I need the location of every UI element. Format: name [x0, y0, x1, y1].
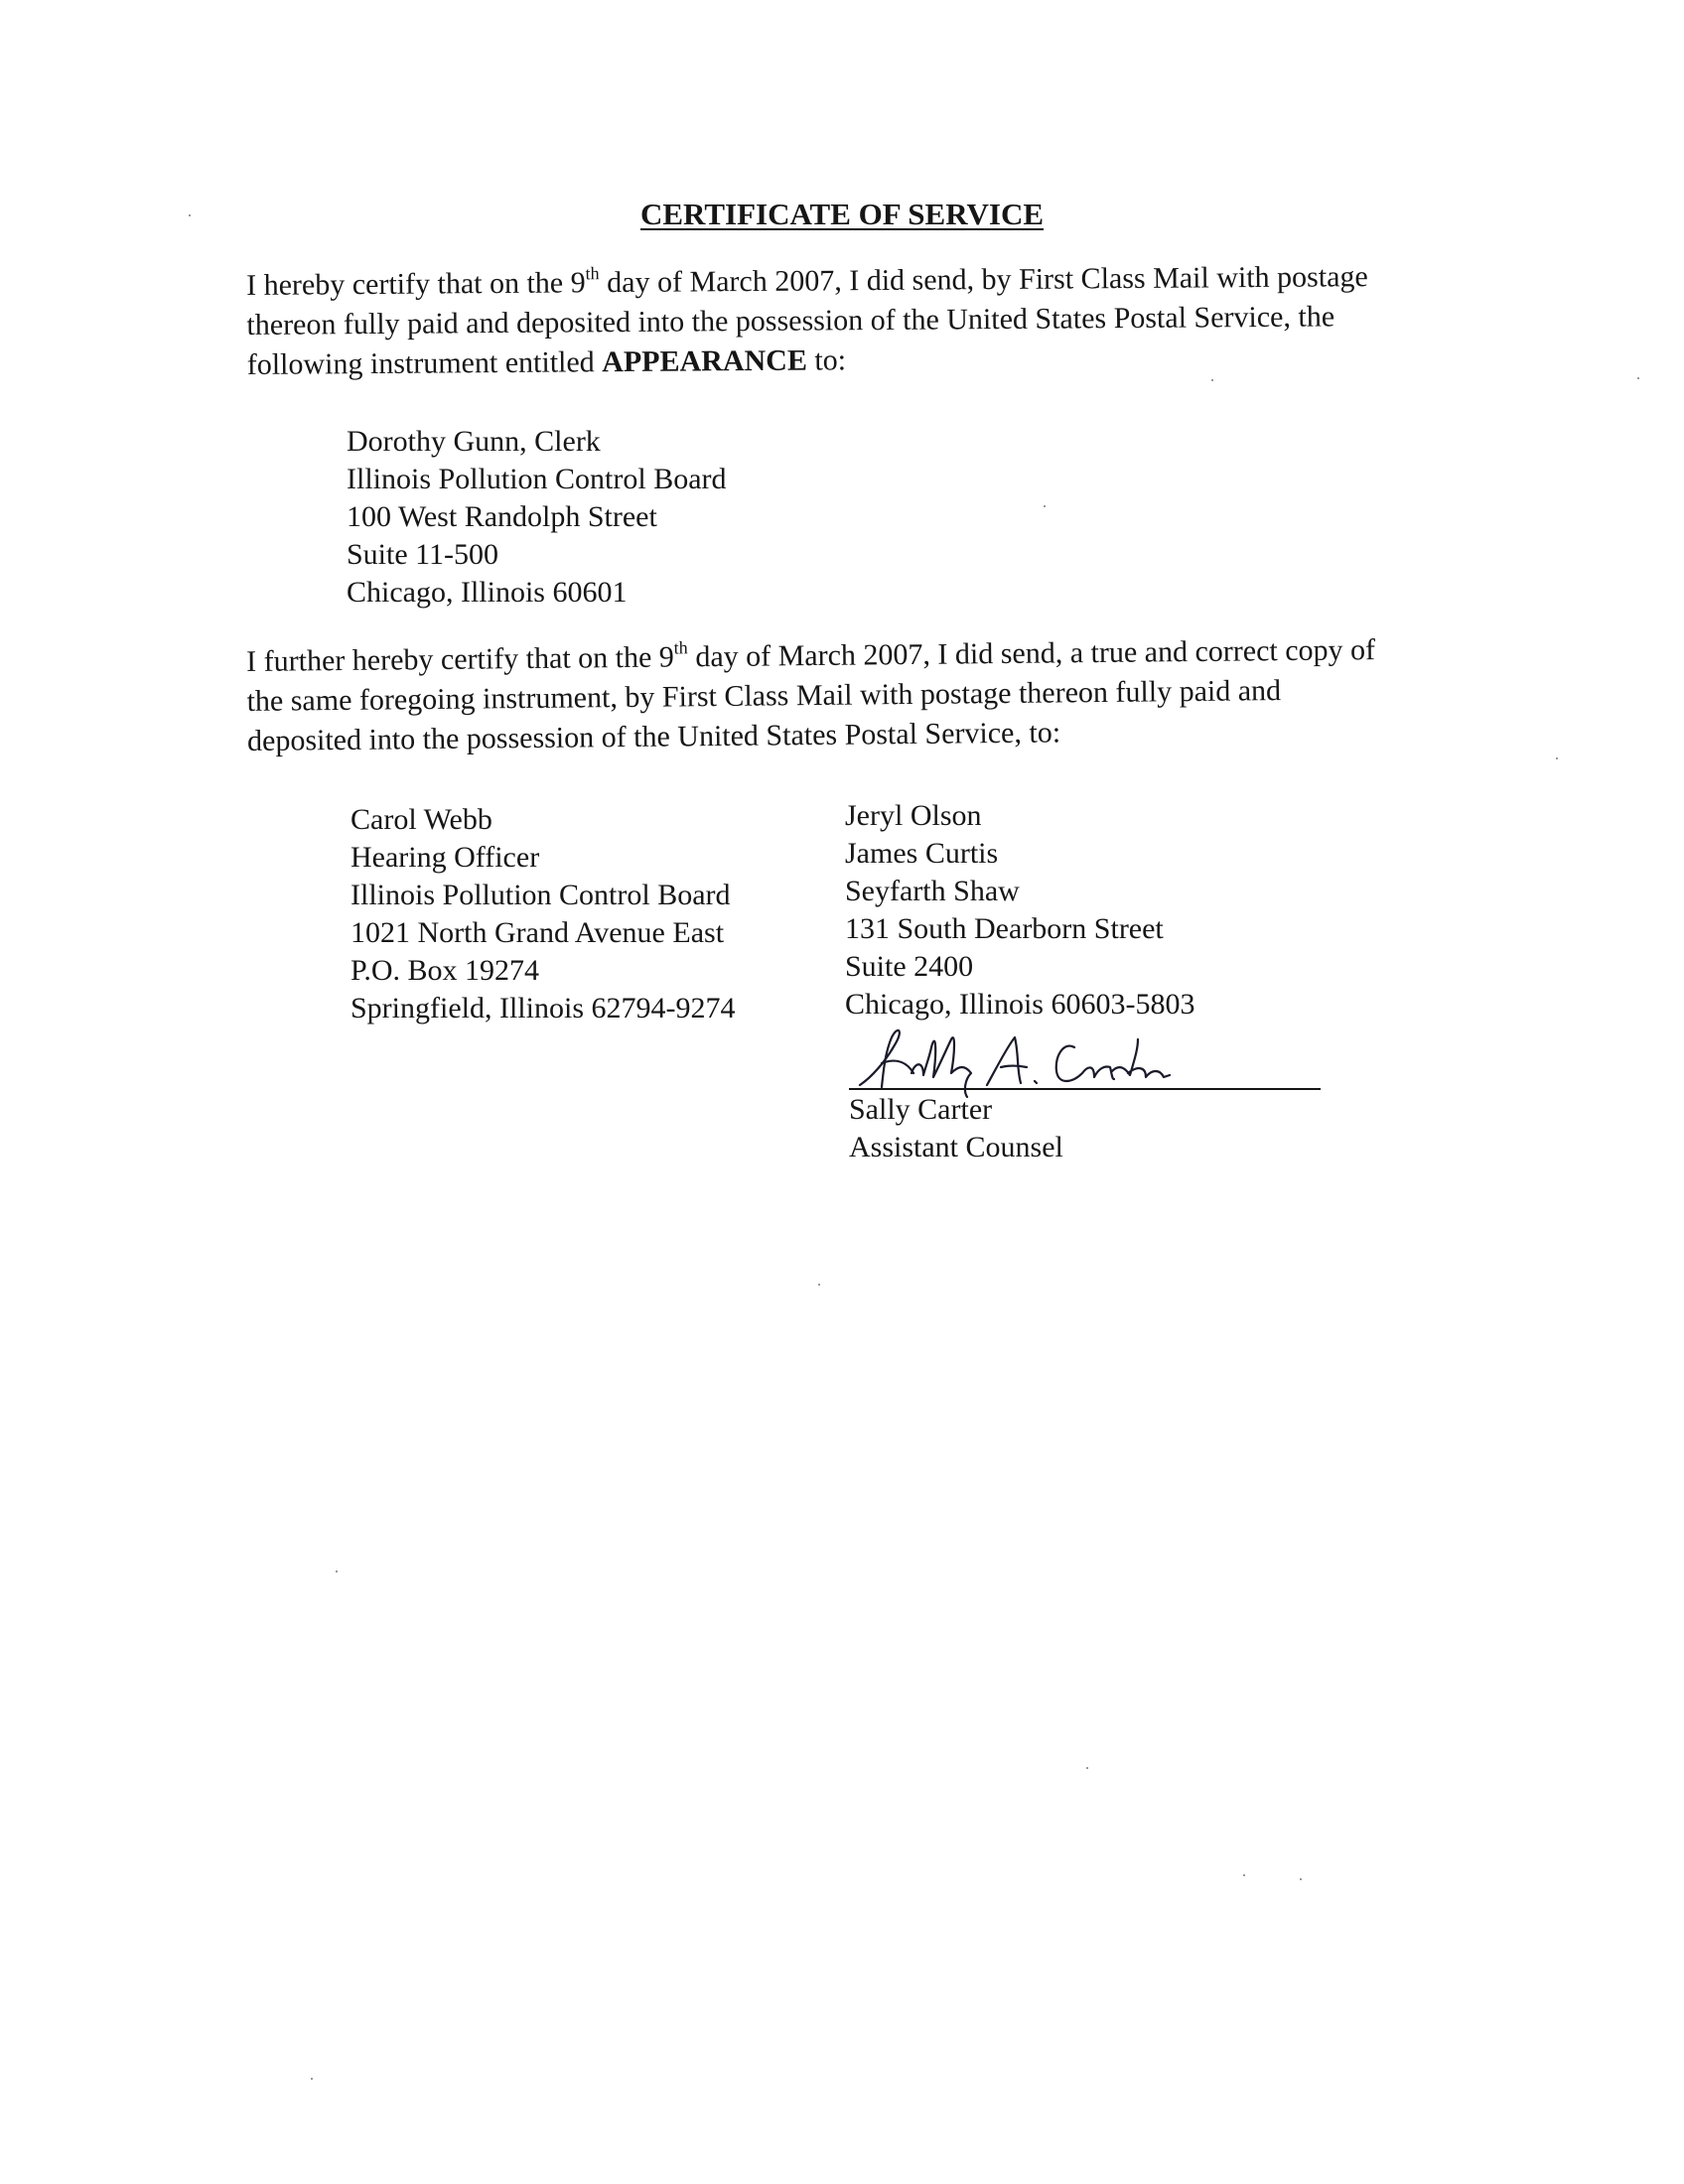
para2-text-b: day of March 2007, I did send, a true and correct copy of the same foregoing instrument, by First Class Mail with postage thereon fully paid and deposited into the possession of the United States Postal Service, to:: [246, 633, 1376, 757]
address-line: Hearing Officer: [351, 841, 540, 874]
address-line: Suite 11-500: [347, 538, 499, 571]
address-line: Jeryl Olson: [845, 799, 982, 832]
scan-speck: [336, 1570, 338, 1572]
address-line: Illinois Pollution Control Board: [347, 463, 727, 495]
certification-paragraph-1: [246, 257, 1399, 385]
address-line: 100 West Randolph Street: [347, 500, 657, 533]
signature-line: [849, 1088, 1321, 1090]
address-line: Seyfarth Shaw: [845, 875, 1020, 907]
address-line: Chicago, Illinois 60603-5803: [845, 988, 1195, 1021]
para1-superscript: th: [585, 263, 600, 284]
scan-speck: [1556, 757, 1558, 759]
para2-superscript: th: [673, 637, 688, 658]
recipient-address-seyfarth-shaw: [845, 797, 1194, 1024]
address-line: Springfield, Illinois 62794-9274: [351, 992, 736, 1024]
scan-speck: [1300, 1878, 1302, 1880]
scan-speck: [1211, 379, 1213, 381]
signer-title: Assistant Counsel: [849, 1131, 1063, 1163]
address-line: P.O. Box 19274: [351, 954, 540, 987]
address-line: Chicago, Illinois 60601: [347, 576, 628, 609]
address-line: Carol Webb: [351, 803, 492, 836]
para1-text-b: day of March 2007, I did send, by First Class Mail with postage thereon fully paid and deposited into the possession of the United States Postal Service, the following instrument entitled: [246, 260, 1368, 381]
recipient-address-clerk: [347, 423, 727, 612]
instrument-name: APPEARANCE: [602, 343, 808, 379]
recipient-address-hearing-officer: [351, 801, 735, 1027]
address-line: 131 South Dearborn Street: [845, 912, 1164, 945]
scan-speck: [311, 2078, 313, 2080]
document-title: CERTIFICATE OF SERVICE: [639, 197, 1045, 231]
handwritten-signature: [852, 1018, 1190, 1099]
para1-text-a: I hereby certify that on the 9: [246, 266, 586, 302]
address-line: Illinois Pollution Control Board: [351, 879, 731, 911]
scan-speck: [1044, 505, 1046, 507]
scan-speck: [1243, 1874, 1245, 1876]
signer-name: Sally Carter: [849, 1093, 993, 1126]
address-line: James Curtis: [845, 837, 999, 870]
scan-speck: [818, 1284, 820, 1286]
address-line: Dorothy Gunn, Clerk: [347, 425, 601, 458]
scan-speck: [1637, 377, 1639, 379]
para1-text-c: to:: [806, 343, 847, 377]
scan-speck: [1086, 1767, 1088, 1769]
signer-block: [849, 1091, 1063, 1166]
para2-text-a: I further hereby certify that on the 9: [246, 640, 675, 678]
address-line: Suite 2400: [845, 950, 974, 983]
scan-speck: [189, 214, 191, 216]
address-line: 1021 North Grand Avenue East: [351, 916, 725, 949]
certification-paragraph-2: [246, 630, 1399, 761]
signature-stroke: [860, 1030, 1170, 1097]
